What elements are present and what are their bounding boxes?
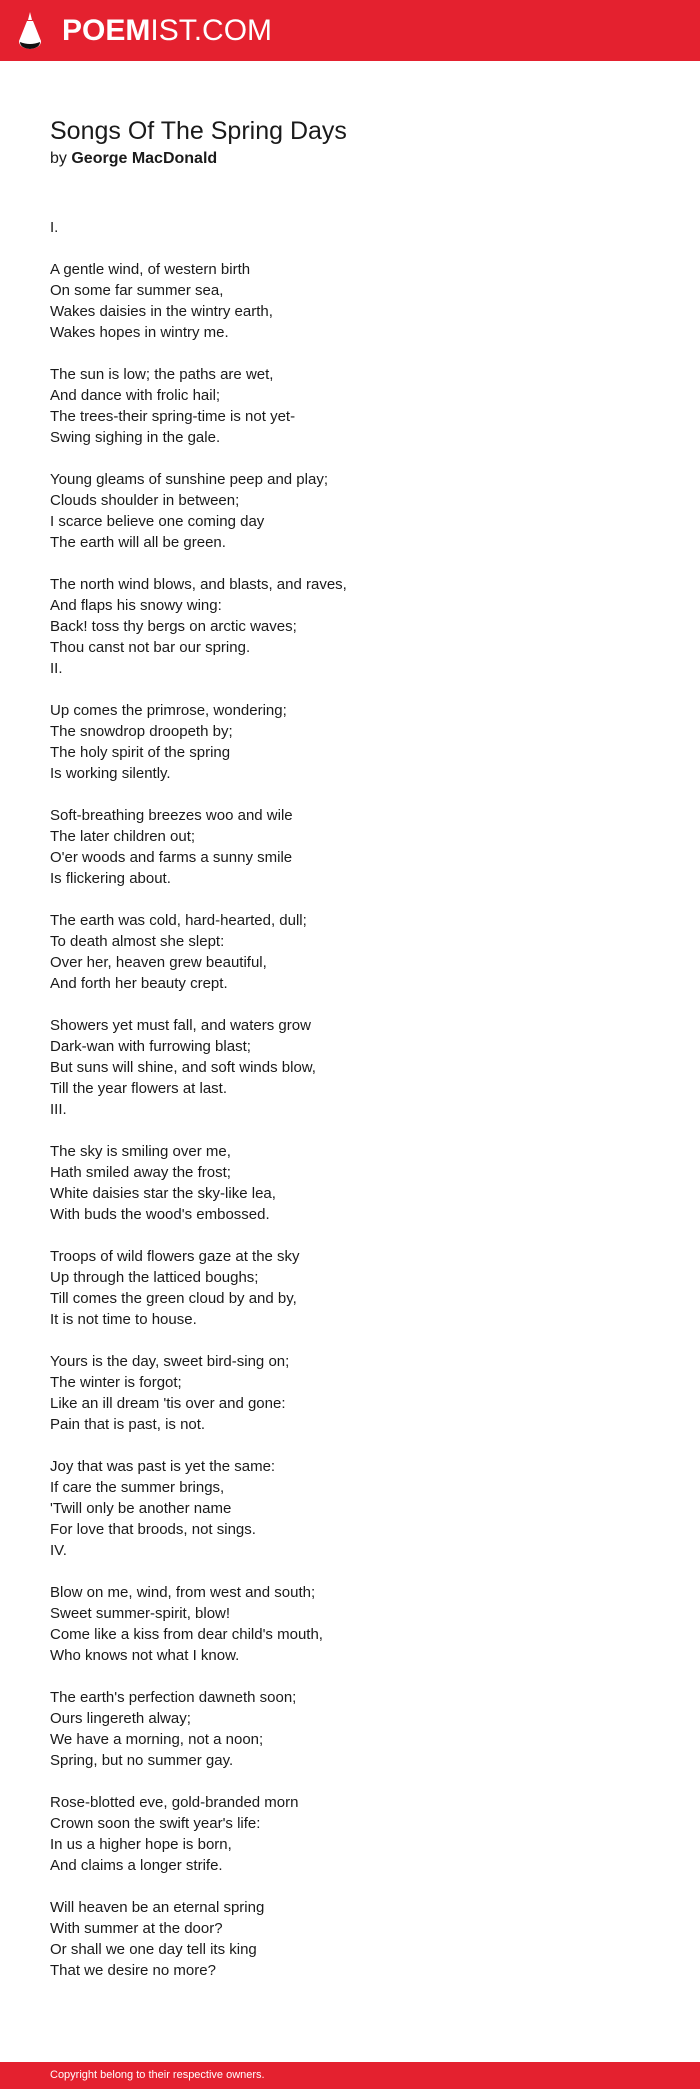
poem-line: Showers yet must fall, and waters grow	[50, 1017, 311, 1034]
poem-line: It is not time to house.	[50, 1311, 197, 1328]
poem-line	[50, 994, 650, 1015]
poem-line: The holy spirit of the spring	[50, 744, 231, 761]
poem-line: Dark-wan with furrowing blast;	[50, 1038, 251, 1055]
poem-line	[50, 1120, 650, 1141]
poem-line: Till comes the green cloud by and by,	[50, 1290, 297, 1307]
poem-title: Songs Of The Spring Days	[50, 117, 347, 145]
poem-line: The winter is forgot;	[50, 1374, 182, 1391]
poem-line	[50, 1771, 650, 1792]
poem-line	[50, 1666, 650, 1687]
poem-line: Thou canst not bar our spring.	[50, 639, 251, 656]
poem-line	[50, 1330, 650, 1351]
poem-line: Joy that was past is yet the same:	[50, 1458, 276, 1475]
poem-line: Soft-breathing breezes woo and wile	[50, 807, 293, 824]
poem-line: The sun is low; the paths are wet,	[50, 366, 274, 383]
poem-line: III.	[50, 1101, 67, 1118]
poem-line: Blow on me, wind, from west and south;	[50, 1584, 316, 1601]
poem-line	[50, 1876, 650, 1897]
poem-line: If care the summer brings,	[50, 1479, 225, 1496]
poem-line: And flaps his snowy wing:	[50, 597, 222, 614]
poem-line: And forth her beauty crept.	[50, 975, 228, 992]
site-footer	[0, 2062, 700, 2089]
poem-line: With summer at the door?	[50, 1920, 223, 1937]
poem-line: Who knows not what I know.	[50, 1647, 240, 1664]
poem-line: The sky is smiling over me,	[50, 1143, 231, 1160]
poem-line: Like an ill dream 'tis over and gone:	[50, 1395, 286, 1412]
poem-line: The later children out;	[50, 828, 196, 845]
poem-line: Rose-blotted eve, gold-branded morn	[50, 1794, 299, 1811]
poem-line	[50, 784, 650, 805]
poem-line: The earth was cold, hard-hearted, dull;	[50, 912, 307, 929]
poem-line: II.	[50, 660, 63, 677]
poem-line	[50, 553, 650, 574]
poem-line: Till the year flowers at last.	[50, 1080, 228, 1097]
poem-line: Yours is the day, sweet bird-sing on;	[50, 1353, 290, 1370]
poem-line: Will heaven be an eternal spring	[50, 1899, 265, 1916]
poem-line: The earth's perfection dawneth soon;	[50, 1689, 297, 1706]
poem-line: I scarce believe one coming day	[50, 513, 265, 530]
poem-line: Sweet summer-spirit, blow!	[50, 1605, 231, 1622]
poem-line: Troops of wild flowers gaze at the sky	[50, 1248, 300, 1265]
poem-line: And dance with frolic hail;	[50, 387, 221, 404]
poem-line: That we desire no more?	[50, 1962, 216, 1979]
logo-bold-text: POEM	[62, 14, 151, 47]
poem-line	[50, 679, 650, 700]
poem-line: To death almost she slept:	[50, 933, 225, 950]
poem-line: Up through the latticed boughs;	[50, 1269, 259, 1286]
poem-line	[50, 889, 650, 910]
poem-line: Spring, but no summer gay.	[50, 1752, 234, 1769]
poem-line	[50, 1225, 650, 1246]
poem-line: Is working silently.	[50, 765, 171, 782]
poem-line: Clouds shoulder in between;	[50, 492, 240, 509]
poem-line: Ours lingereth alway;	[50, 1710, 191, 1727]
poem-line	[50, 1561, 650, 1582]
poem-line: For love that broods, not sings.	[50, 1521, 256, 1538]
poem-line: Is flickering about.	[50, 870, 171, 887]
poem-line: The earth will all be green.	[50, 534, 226, 551]
poem-line: The north wind blows, and blasts, and raves,	[50, 576, 347, 593]
poem-line: Hath smiled away the frost;	[50, 1164, 231, 1181]
poem-line: IV.	[50, 1542, 67, 1559]
poem-line: Pain that is past, is not.	[50, 1416, 206, 1433]
poem-line: In us a higher hope is born,	[50, 1836, 232, 1853]
poem-line: A gentle wind, of western birth	[50, 261, 251, 278]
poem-line: And claims a longer strife.	[50, 1857, 223, 1874]
poem-line: I.	[50, 219, 59, 236]
poem-line: We have a morning, not a noon;	[50, 1731, 264, 1748]
poem-line: Young gleams of sunshine peep and play;	[50, 471, 328, 488]
poem-line: The snowdrop droopeth by;	[50, 723, 233, 740]
poem-line	[50, 1435, 650, 1456]
poem-line: Over her, heaven grew beautiful,	[50, 954, 267, 971]
byline	[50, 147, 217, 171]
poem-line: With buds the wood's embossed.	[50, 1206, 270, 1223]
poem-line: But suns will shine, and soft winds blow,	[50, 1059, 316, 1076]
poem-line: White daisies star the sky-like lea,	[50, 1185, 276, 1202]
poem-line: Swing sighing in the gale.	[50, 429, 221, 446]
poem-line	[50, 343, 650, 364]
poem-line: The trees-their spring-time is not yet-	[50, 408, 296, 425]
poem-line	[50, 238, 650, 259]
poem-line: On some far summer sea,	[50, 282, 224, 299]
copyright-text: Copyright belong to their respective owners.	[50, 2069, 265, 2081]
poem-body	[50, 217, 650, 1981]
poem-line: Crown soon the swift year's life:	[50, 1815, 261, 1832]
poem-line: Up comes the primrose, wondering;	[50, 702, 287, 719]
site-header	[0, 0, 700, 61]
poem-line: O'er woods and farms a sunny smile	[50, 849, 293, 866]
poem-line: Wakes hopes in wintry me.	[50, 324, 229, 341]
poem-line: Back! toss thy bergs on arctic waves;	[50, 618, 297, 635]
logo-light-text: IST.COM	[150, 14, 273, 47]
author-name[interactable]: George MacDonald	[71, 150, 218, 167]
site-logo[interactable]	[62, 11, 272, 51]
poem-line	[50, 448, 650, 469]
poem-line: 'Twill only be another name	[50, 1500, 232, 1517]
pen-nib-icon[interactable]	[17, 11, 43, 51]
by-label: by	[50, 150, 67, 167]
poem-line: Come like a kiss from dear child's mouth,	[50, 1626, 323, 1643]
poem-line: Wakes daisies in the wintry earth,	[50, 303, 273, 320]
poem-line: Or shall we one day tell its king	[50, 1941, 257, 1958]
